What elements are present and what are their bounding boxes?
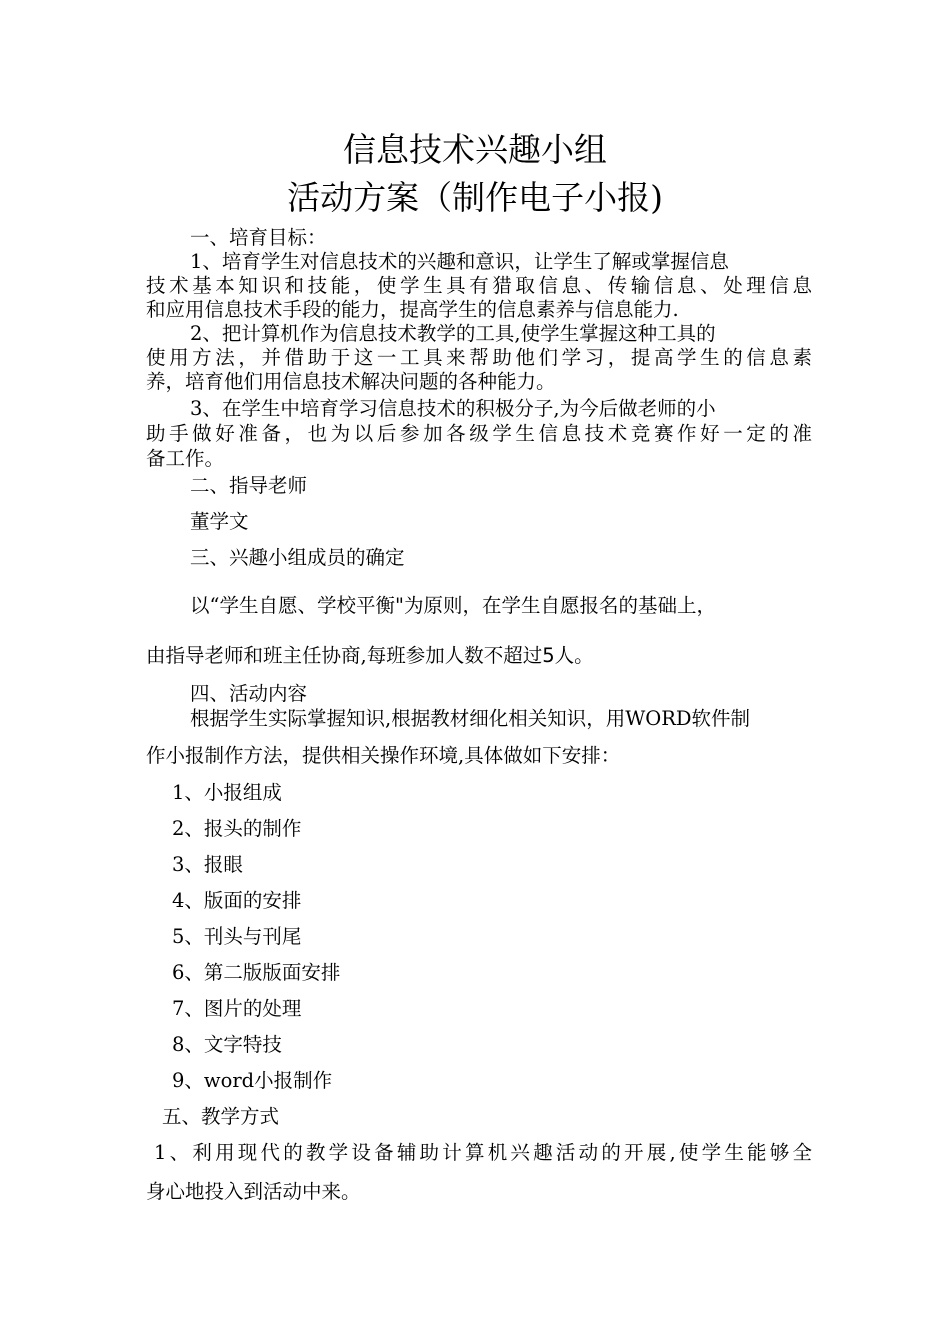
list-item: 9、word小报制作 [172,1069,333,1092]
paragraph-line: 1、培育学生对信息技术的兴趣和意识，让学生了解或掌握信息 [190,250,729,273]
paragraph-line: 根据学生实际掌握知识,根据教材细化相关知识，用WORD软件制 [190,707,751,730]
list-item: 1、小报组成 [172,781,282,804]
document-subtitle: 活动方案（制作电子小报) [287,178,663,217]
section-heading-goals: 一、培育目标： [190,226,327,249]
section-heading-teaching-method: 五、教学方式 [162,1105,280,1128]
paragraph-line: 以“学生自愿、学校平衡"为原则，在学生自愿报名的基础上， [190,594,716,617]
section-heading-activities: 四、活动内容 [190,682,308,705]
text-run: 人。 [554,644,594,667]
list-item: 2、报头的制作 [172,817,302,840]
paragraph-line: 1、利用现代的教学设备辅助计算机兴趣活动的开展,使学生能够全 [154,1141,812,1164]
paragraph-line: 技术基本知识和技能，使学生具有猎取信息、传输信息、处理信息 [146,274,812,297]
paragraph-line: 和应用信息技术手段的能力，提高学生的信息素养与信息能力. [146,298,679,321]
paragraph-line: 身心地投入到活动中来。 [146,1180,361,1203]
list-item: 6、第二版版面安排 [172,961,341,984]
document-title: 信息技术兴趣小组 [343,130,607,169]
list-item: 8、文字特技 [172,1033,282,1056]
paragraph-line: 3、在学生中培育学习信息技术的积极分子,为今后做老师的小 [190,397,716,420]
section-heading-teacher: 二、指导老师 [190,474,308,497]
text-run: 由指导老师和班主任协商,每班参加人数不超过 [146,644,543,667]
paragraph-line [146,644,812,668]
list-item: 5、刊头与刊尾 [172,925,302,948]
list-item: 7、图片的处理 [172,997,302,1020]
paragraph-line: 助手做好准备，也为以后参加各级学生信息技术竞赛作好一定的准 [146,422,812,445]
paragraph-line: 备工作。 [146,447,225,470]
list-item: 4、版面的安排 [172,889,302,912]
paragraph-line: 作小报制作方法，提供相关操作环境,具体做如下安排： [146,744,621,767]
teacher-name: 董学文 [190,510,249,533]
paragraph-line: 使用方法，并借助于这一工具来帮助他们学习，提高学生的信息素 [146,346,812,369]
paragraph-line: 养，培育他们用信息技术解决问题的各种能力。 [146,370,556,393]
section-heading-members: 三、兴趣小组成员的确定 [190,546,405,569]
paragraph-line: 2、把计算机作为信息技术教学的工具,使学生掌握这种工具的 [190,322,716,345]
member-limit-number: 5 [542,644,555,667]
list-item: 3、报眼 [172,853,243,876]
